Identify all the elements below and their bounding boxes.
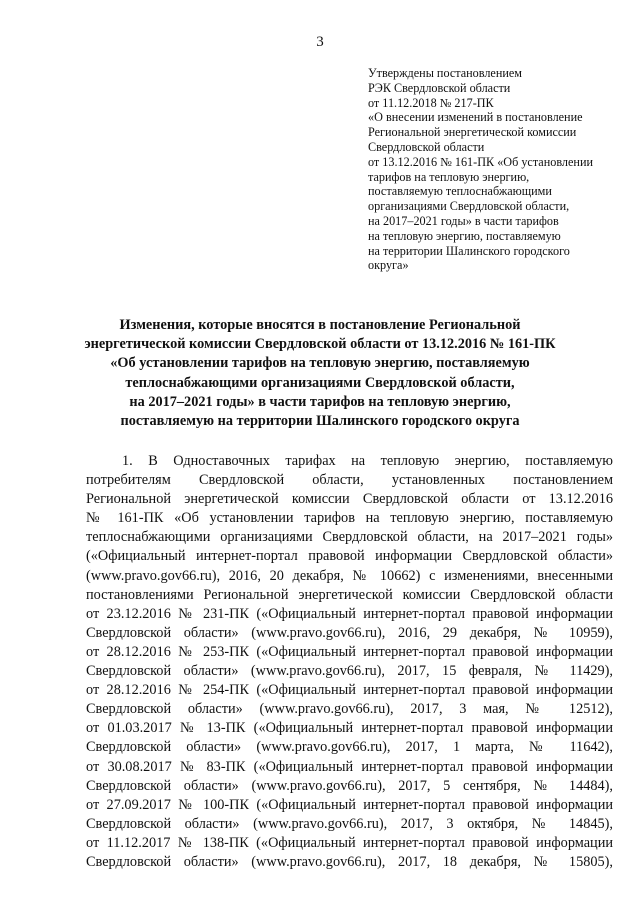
title-line: поставляемую на территории Шалинского городского округа [120,413,520,430]
body-line: от 27.09.2017 № 100-ПК («Официальный интернет-портал правовой информации [86,796,613,813]
approval-line: «О внесении изменений в постановление [368,110,583,125]
approval-line: тарифов на тепловую энергию, [368,169,530,184]
body-line: от 28.12.2016 № 253-ПК («Официальный интернет-портал правовой информации [86,643,613,660]
body-line: Свердловской области» (www.pravo.gov66.ru), 2017, 3 октября, № 14845), [86,815,613,832]
body-line: 1. В Одноставочных тарифах на тепловую энергию, поставляемую [122,453,613,469]
approval-block [368,66,618,273]
body-line: от 01.03.2017 № 13-ПК («Официальный интернет-портал правовой информации [86,720,613,737]
body-line: от 30.08.2017 № 83-ПК («Официальный интернет-портал правовой информации [86,758,613,775]
approval-line: РЭК Свердловской области [368,80,511,95]
body-line: Свердловской области» (www.pravo.gov66.ru), 2017, 15 февраля, № 11429), [86,663,613,680]
document-title [60,316,580,431]
approval-line: на тепловую энергию, поставляемую [368,228,561,243]
title-line: энергетической комиссии Свердловской области от 13.12.2016 № 161-ПК [84,336,556,353]
approval-line: Утверждены постановлением [368,66,523,80]
approval-line: Региональной энергетической комиссии [368,125,577,140]
approval-line: от 11.12.2018 № 217-ПК [368,95,494,110]
body-line: от 23.12.2016 № 231-ПК («Официальный интернет-портал правовой информации [86,605,613,622]
title-line: теплоснабжающими организациями Свердловской области, [125,374,515,391]
body-line: («Официальный интернет-портал правовой информации Свердловской области» [86,548,613,565]
body-line: от 28.12.2016 № 254-ПК («Официальный интернет-портал правовой информации [86,682,613,699]
body-line: Свердловской области» (www.pravo.gov66.ru), 2017, 5 сентября, № 14484), [86,777,613,794]
body-line: постановлениями Региональной энергетической комиссии Свердловской области [86,586,613,603]
body-line: № 161-ПК «Об установлении тарифов на тепловую энергию, поставляемую [86,510,613,527]
page-number: 3 [316,34,324,50]
body-line: Свердловской области» (www.pravo.gov66.ru), 2017, 1 марта, № 11642), [86,739,613,756]
body-line: Свердловской области» (www.pravo.gov66.ru), 2017, 3 мая, № 12512), [86,701,613,718]
body-line: (www.pravo.gov66.ru), 2016, 20 декабря, № 10662) с изменениями, внесенными [86,567,613,584]
approval-line: поставляемую теплоснабжающими [368,184,552,199]
approval-line: на 2017–2021 годы» в части тарифов [368,213,559,228]
body-line: Свердловской области» (www.pravo.gov66.ru), 2016, 29 декабря, № 10959), [86,624,613,641]
title-line: на 2017–2021 годы» в части тарифов на тепловую энергию, [129,393,511,410]
body-line: потребителям Свердловской области, установленных постановлением [86,472,613,489]
body-paragraph [86,452,613,872]
body-line: Региональной энергетической комиссии Свердловской области от 13.12.2016 [86,491,613,508]
approval-line: организациями Свердловской области, [368,199,570,214]
body-line: Свердловской области» (www.pravo.gov66.ru), 2017, 18 декабря, № 15805), [86,853,613,870]
approval-line: округа» [368,258,409,273]
approval-line: Свердловской области [368,139,485,154]
body-line: от 11.12.2017 № 138-ПК («Официальный интернет-портал правовой информации [86,834,613,851]
approval-line: на территории Шалинского городского [368,243,570,258]
body-line: теплоснабжающими организациями Свердловской области, на 2017–2021 годы» [86,529,613,546]
title-line: «Об установлении тарифов на тепловую энергию, поставляемую [110,355,530,372]
approval-line: от 13.12.2016 № 161-ПК «Об установлении [368,154,593,169]
title-line: Изменения, которые вносятся в постановление Региональной [119,317,521,333]
